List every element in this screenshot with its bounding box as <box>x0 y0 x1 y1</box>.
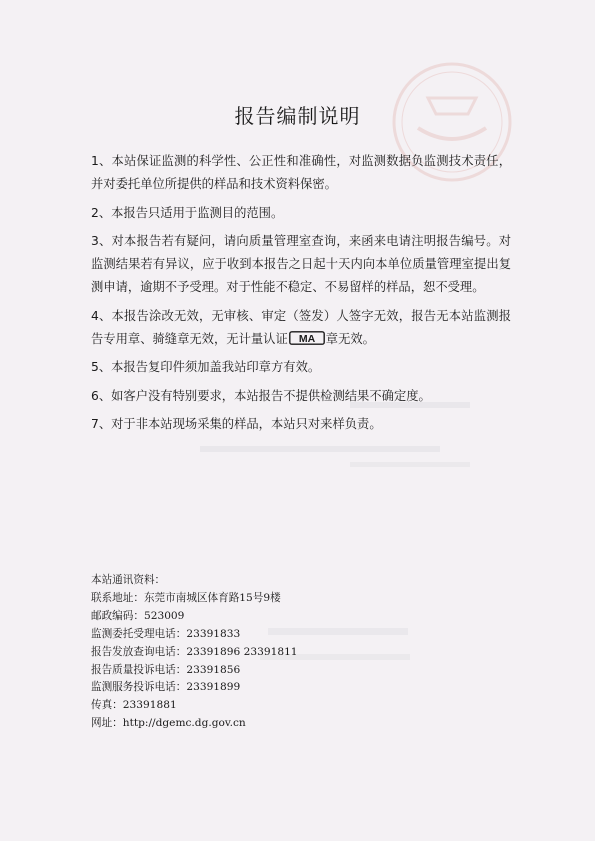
note-7: 7、对于非本站现场采集的样品，本站只对来样负责。 <box>91 417 382 431</box>
notes-block <box>91 150 511 442</box>
note-4-text-before: 4、本报告涂改无效，无审核、审定（签发）人签字无效，报告无本站监测报告专用章、骑缝章无效，无计量认证 <box>91 308 511 346</box>
contact-issue-tel: 报告发放查询电话：23391896 23391811 <box>91 645 298 658</box>
note-4-text-after: 章无效。 <box>325 331 375 346</box>
note-2: 2、本报告只适用于监测目的范围。 <box>91 205 284 220</box>
ma-mark-text: MA <box>298 332 315 345</box>
contact-heading: 本站通讯资料： <box>91 574 166 586</box>
ma-certification-mark-icon <box>289 331 325 345</box>
contact-complaint-tel: 报告质量投诉电话：23391856 <box>91 663 241 676</box>
contact-address: 联系地址：东莞市南城区体育路15号9楼 <box>91 591 281 604</box>
note-1: 1、本站保证监测的科学性、公正性和准确性，对监测数据负监测技术责任，并对委托单位所提供的样品和技术资料保密。 <box>91 154 511 191</box>
contact-info <box>91 572 298 733</box>
note-3: 3、对本报告若有疑问，请向质量管理室查询，来函来电请注明报告编号。对监测结果若有异议，应于收到本报告之日起十天内向本单位质量管理室提出复测申请，逾期不予受理。对于性能不稳定、不易留样的样品，恕不受理。 <box>91 234 511 294</box>
contact-service-tel: 监测服务投诉电话：23391899 <box>91 681 241 694</box>
page-title: 报告编制说明 <box>234 104 361 128</box>
note-6: 6、如客户没有特别要求，本站报告不提供检测结果不确定度。 <box>91 388 431 403</box>
contact-fax: 传真：23391881 <box>91 699 177 712</box>
contact-entrust-tel: 监测委托受理电话：23391833 <box>91 627 241 640</box>
note-5: 5、本报告复印件须加盖我站印章方有效。 <box>91 360 321 374</box>
contact-postcode: 邮政编码：523009 <box>91 609 185 622</box>
contact-website: 网址：http://dgemc.dg.gov.cn <box>91 717 246 730</box>
note-4 <box>91 305 511 351</box>
